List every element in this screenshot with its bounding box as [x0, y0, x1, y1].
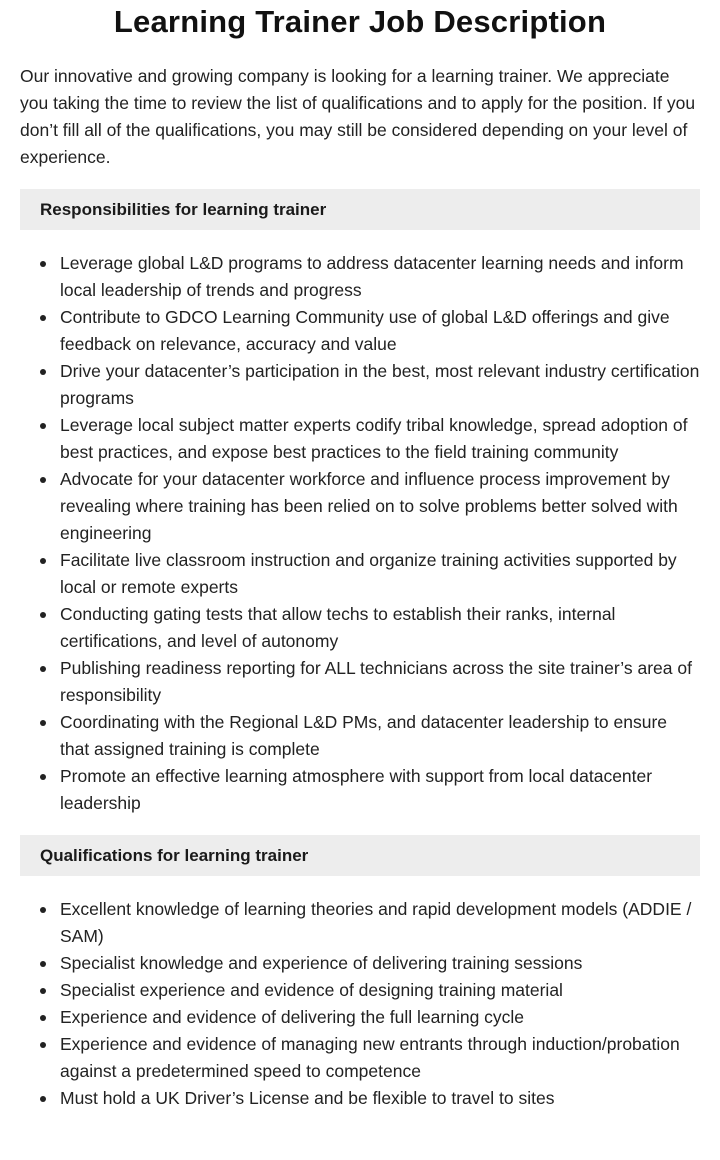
list-item-text: Promote an effective learning atmosphere with support from local datacenter leadership: [60, 766, 653, 813]
list-item-text: Leverage global L&D programs to address datacenter learning needs and inform local leadership of trends and progress: [60, 253, 684, 300]
bullet-icon: [40, 369, 46, 375]
bullet-icon: [40, 315, 46, 321]
bullet-icon: [40, 423, 46, 429]
bullet-icon: [40, 261, 46, 267]
list-item: [20, 466, 700, 547]
bullet-icon: [40, 666, 46, 672]
bullet-icon: [40, 558, 46, 564]
list-item: [20, 977, 700, 1004]
list-item-text: Specialist knowledge and experience of delivering training sessions: [60, 953, 583, 973]
list-item-text: Conducting gating tests that allow techs to establish their ranks, internal certifications, and level of autonomy: [60, 604, 616, 651]
list-item: [20, 763, 700, 817]
list-item-text: Contribute to GDCO Learning Community use of global L&D offerings and give feedback on relevance, accuracy and value: [60, 307, 670, 354]
responsibilities-heading: Responsibilities for learning trainer: [20, 189, 700, 230]
bullet-icon: [40, 1015, 46, 1021]
qualifications-heading: Qualifications for learning trainer: [20, 835, 700, 876]
bullet-icon: [40, 907, 46, 913]
list-item: [20, 1085, 700, 1112]
bullet-icon: [40, 1042, 46, 1048]
list-item-text: Advocate for your datacenter workforce and influence process improvement by revealing where training has been relied on to solve problems better solved with engineering: [60, 469, 678, 543]
page-title: Learning Trainer Job Description: [113, 4, 607, 39]
list-item-text: Coordinating with the Regional L&D PMs, and datacenter leadership to ensure that assigned training is complete: [60, 712, 668, 759]
list-item-text: Leverage local subject matter experts codify tribal knowledge, spread adoption of best practices, and expose best practices to the field training community: [60, 415, 688, 462]
list-item: [20, 304, 700, 358]
list-item: [20, 250, 700, 304]
bullet-icon: [40, 1096, 46, 1102]
list-item: [20, 1004, 700, 1031]
responsibilities-list: [20, 250, 700, 817]
bullet-icon: [40, 961, 46, 967]
list-item: [20, 709, 700, 763]
list-item: [20, 655, 700, 709]
list-item-text: Must hold a UK Driver’s License and be flexible to travel to sites: [60, 1088, 555, 1108]
intro-paragraph: Our innovative and growing company is looking for a learning trainer. We appreciate you taking the time to review the list of qualifications and to apply for the position. If you don’t fill all of the qualifications, you may still be considered depending on your level of experience.: [20, 66, 696, 167]
qualifications-list: [20, 896, 700, 1112]
list-item: [20, 896, 700, 950]
list-item: [20, 412, 700, 466]
bullet-icon: [40, 774, 46, 780]
list-item-text: Experience and evidence of delivering the full learning cycle: [60, 1007, 525, 1027]
list-item: [20, 547, 700, 601]
list-item-text: Publishing readiness reporting for ALL technicians across the site trainer’s area of responsibility: [60, 658, 692, 705]
list-item-text: Excellent knowledge of learning theories and rapid development models (ADDIE / SAM): [60, 899, 692, 946]
bullet-icon: [40, 720, 46, 726]
bullet-icon: [40, 612, 46, 618]
list-item: [20, 950, 700, 977]
list-item: [20, 601, 700, 655]
bullet-icon: [40, 988, 46, 994]
list-item: [20, 358, 700, 412]
list-item-text: Drive your datacenter’s participation in the best, most relevant industry certification programs: [60, 361, 700, 408]
list-item-text: Facilitate live classroom instruction and organize training activities supported by local or remote experts: [60, 550, 677, 597]
list-item-text: Experience and evidence of managing new entrants through induction/probation against a predetermined speed to competence: [60, 1034, 680, 1081]
bullet-icon: [40, 477, 46, 483]
list-item-text: Specialist experience and evidence of designing training material: [60, 980, 563, 1000]
list-item: [20, 1031, 700, 1085]
